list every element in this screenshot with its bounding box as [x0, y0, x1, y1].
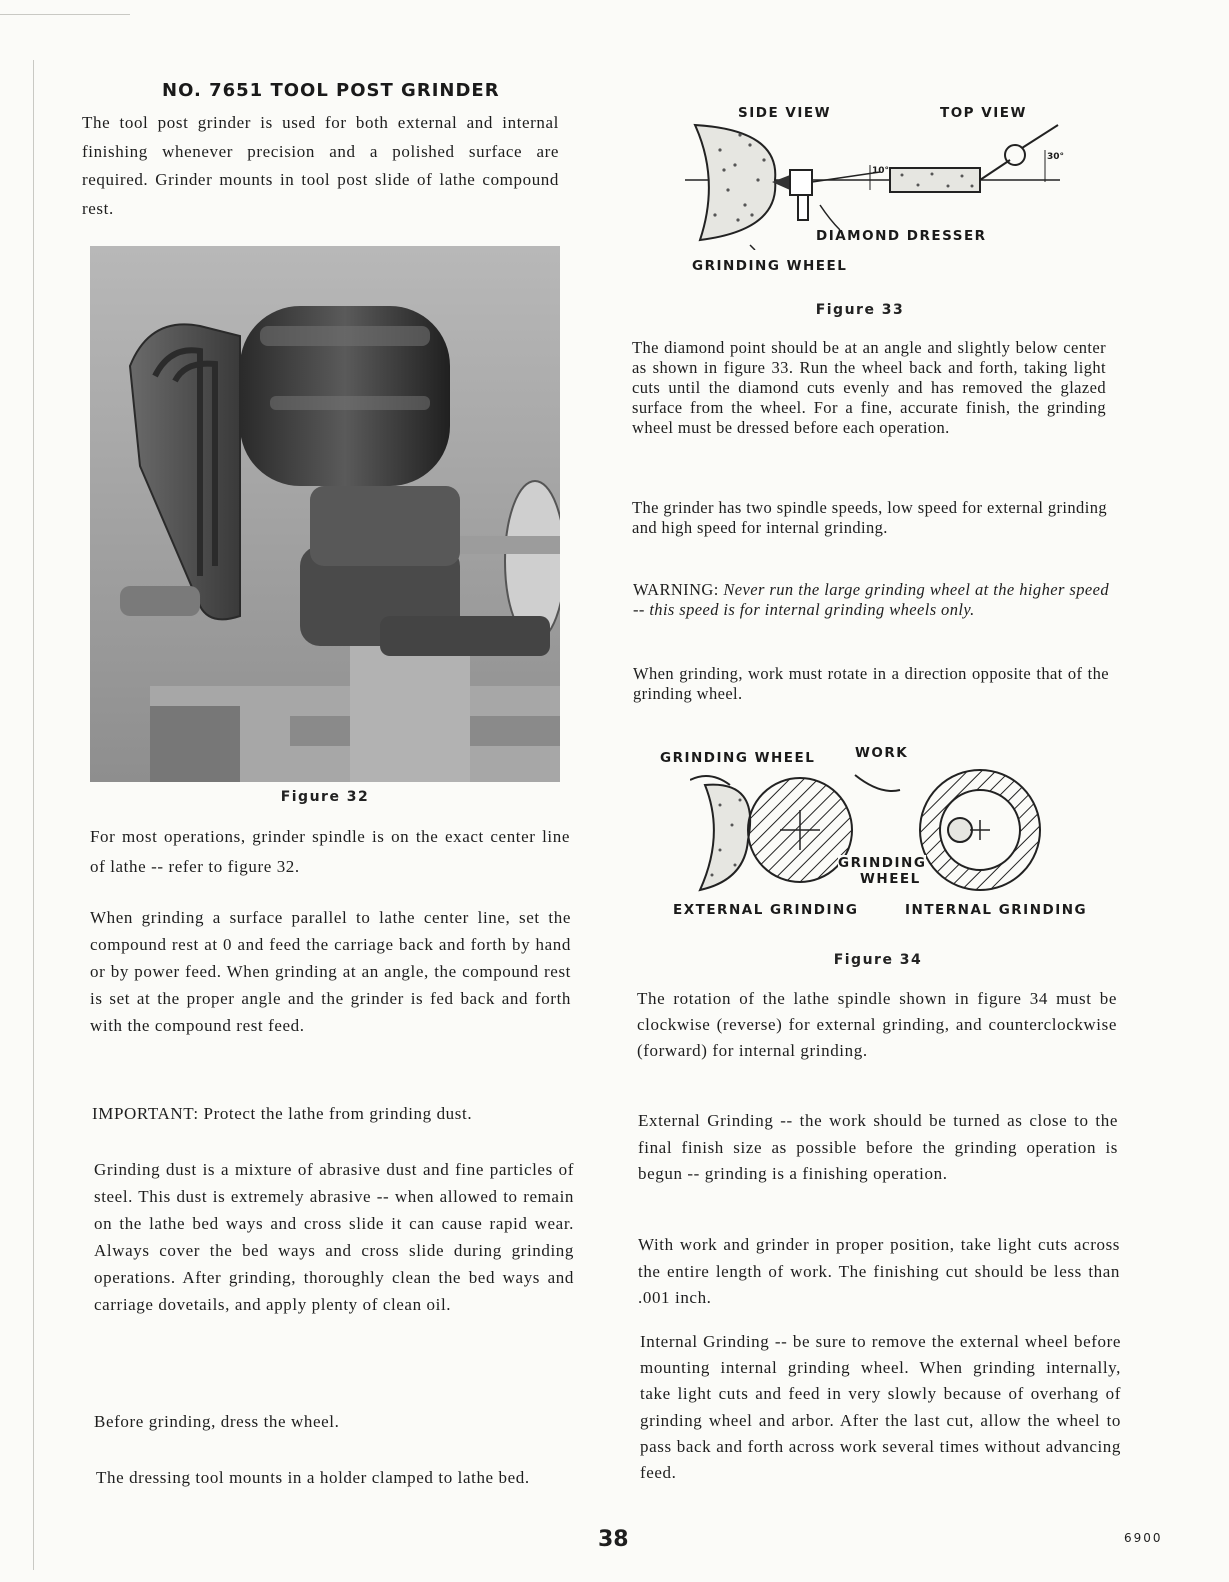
right-paragraph-3: When grinding, work must rotate in a direction opposite that of the grinding wheel.: [633, 664, 1109, 703]
left-paragraph-1: For most operations, grinder spindle is on the exact center line of lathe -- refer to figure 32.: [90, 827, 570, 876]
intro-paragraph: The tool post grinder is used for both external and internal finishing whenever precision and a polished surface are required. Grinder mounts in tool post slide of lathe compound rest.: [82, 113, 559, 218]
left-paragraph-3: IMPORTANT: Protect the lathe from grinding dust.: [92, 1104, 473, 1123]
document-code: 6900: [1124, 1531, 1163, 1545]
figure-32-photo: [90, 246, 560, 782]
internal-grinding-label: INTERNAL GRINDING: [905, 902, 1088, 918]
grinding-wheel-label-fig34: GRINDING WHEEL: [660, 750, 816, 766]
external-grinding-label: EXTERNAL GRINDING: [673, 902, 859, 918]
warning-text: Never run the large grinding wheel at the higher speed -- this speed is for internal grinding wheels only.: [633, 580, 1109, 619]
top-view-label: TOP VIEW: [940, 105, 1027, 121]
grinding-wheel-label-fig33: GRINDING WHEEL: [692, 258, 848, 274]
warning-label: WARNING:: [633, 580, 719, 599]
work-label: WORK: [855, 745, 909, 761]
figure-33-diagram: [680, 100, 1100, 280]
left-paragraph-2: When grinding a surface parallel to lathe center line, set the compound rest at 0 and feed the carriage back and forth by hand or by power feed. When grinding at an angle, the compound rest is set at the proper angle and the grinder is fed back and forth with the compound rest feed.: [90, 908, 571, 1035]
right-paragraph-1: The diamond point should be at an angle and slightly below center as shown in figure 33. Run the wheel back and forth, taking light cuts until the diamond cuts evenly and has removed the glazed surface from the wheel. For a fine, accurate finish, the grinding wheel must be dressed before each operation.: [632, 338, 1106, 437]
warning-paragraph: [633, 580, 1109, 620]
figure-34-diagram: [660, 745, 1100, 925]
left-paragraph-4: Grinding dust is a mixture of abrasive dust and fine particles of steel. This dust is extremely abrasive -- when allowed to remain on the lathe bed ways and cross slide it can cause rapid wear. Always cover the bed ways and cross slide during grinding operations. After grinding, thoroughly clean the bed ways and carriage dovetails, and apply plenty of clean oil.: [94, 1160, 574, 1314]
angle-10-label: 10°: [872, 166, 890, 176]
scan-edge-top: [0, 14, 130, 15]
angle-30-label: 30°: [1047, 152, 1065, 162]
right-paragraph-4: The rotation of the lathe spindle shown in figure 34 must be clockwise (reverse) for external grinding, and counterclockwise (forward) for internal grinding.: [637, 989, 1117, 1060]
scan-edge-left: [33, 60, 34, 1570]
right-paragraph-7: Internal Grinding -- be sure to remove the external wheel before mounting internal grinding wheel. When grinding internally, take light cuts and feed in very slowly because of overhang of grinding wheel and arbor. After the last cut, allow the wheel to pass back and forth across work several times without advancing feed.: [640, 1332, 1121, 1483]
inner-grinding-label: GRINDING: [838, 855, 927, 871]
right-paragraph-6: With work and grinder in proper position, take light cuts across the entire length of work. The finishing cut should be less than .001 inch.: [638, 1235, 1120, 1307]
left-paragraph-5: Before grinding, dress the wheel.: [94, 1412, 340, 1431]
figure-33-caption: Figure 33: [815, 302, 905, 318]
figure-32-caption: Figure 32: [280, 789, 370, 805]
side-view-label: SIDE VIEW: [738, 105, 831, 121]
left-paragraph-6: The dressing tool mounts in a holder clamped to lathe bed.: [96, 1468, 530, 1487]
inner-wheel-label: WHEEL: [860, 871, 921, 887]
tool-post-grinder-photo: [90, 246, 560, 782]
page-title: NO. 7651 TOOL POST GRINDER: [162, 80, 500, 101]
page-number: 38: [598, 1527, 629, 1552]
right-paragraph-5: External Grinding -- the work should be turned as close to the final finish size as possible before the grinding operation is begun -- grinding is a finishing operation.: [638, 1111, 1118, 1183]
diamond-dresser-label: DIAMOND DRESSER: [816, 228, 987, 244]
figure-34-caption: Figure 34: [833, 952, 923, 968]
right-paragraph-2: The grinder has two spindle speeds, low speed for external grinding and high speed for internal grinding.: [632, 498, 1107, 537]
